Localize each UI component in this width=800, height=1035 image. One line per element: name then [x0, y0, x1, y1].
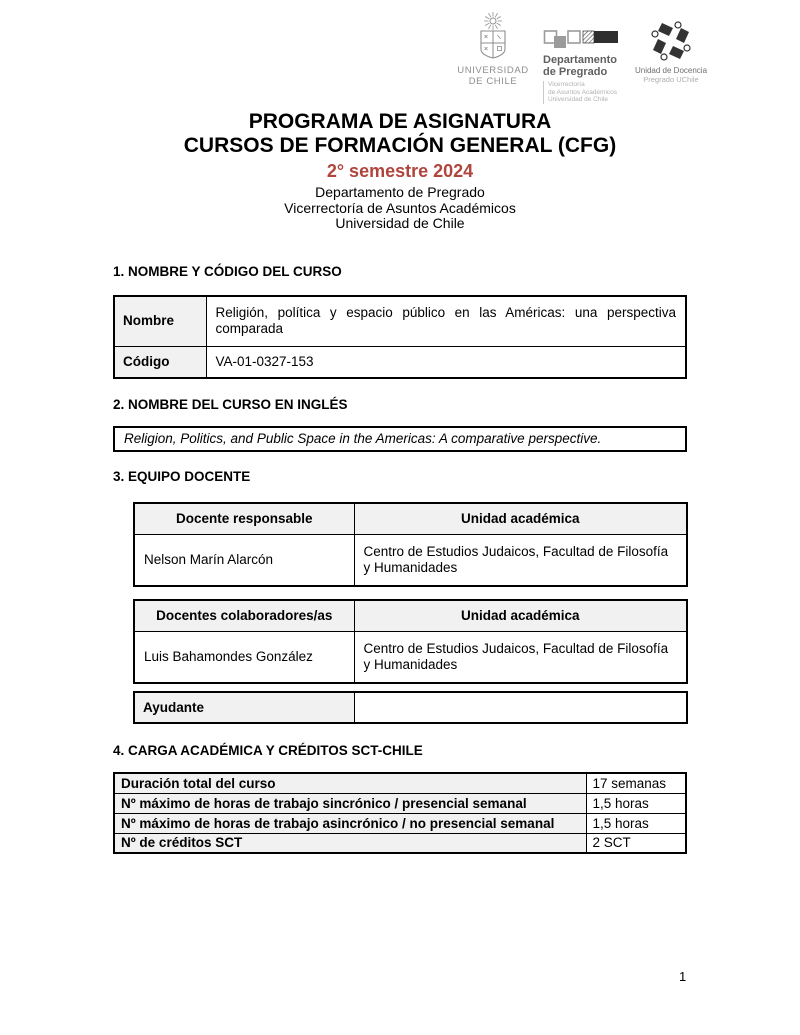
docencia-pinwheel-icon — [648, 18, 694, 64]
pregrado-logo-title-line1: Departamento — [543, 54, 617, 66]
table-row — [114, 296, 686, 346]
subtitle-vicerrectoria: Vicerrectoría de Asuntos Académicos — [284, 199, 516, 216]
table-row — [114, 793, 686, 813]
table-row — [114, 427, 686, 451]
horas-asincronico-label: Nº máximo de horas de trabajo asincrónico / no presencial semanal — [114, 813, 586, 833]
ayudante-label: Ayudante — [134, 692, 354, 723]
docentes-colaboradores-table — [133, 599, 688, 684]
table-header-row — [134, 600, 687, 631]
section-1-heading: 1. NOMBRE Y CÓDIGO DEL CURSO — [113, 264, 342, 279]
creditos-sct-label: Nº de créditos SCT — [114, 833, 586, 853]
pregrado-logo-sub-line1: Vicerrectoría — [548, 81, 585, 88]
responsable-col1-header: Docente responsable — [134, 503, 354, 534]
table-row — [114, 773, 686, 793]
logo-universidad-de-chile — [452, 12, 534, 87]
creditos-sct-value: 2 SCT — [586, 833, 686, 853]
ayudante-value — [354, 692, 687, 723]
logo-departamento-pregrado — [543, 29, 623, 104]
colaborador-name: Luis Bahamondes González — [134, 631, 354, 683]
semester-label: 2° semestre 2024 — [326, 161, 474, 181]
section-3-heading: 3. EQUIPO DOCENTE — [113, 469, 251, 484]
pregrado-logo-sub-line3: Universidad de Chile — [548, 96, 608, 103]
carga-academica-table — [113, 772, 687, 854]
course-name-code-table — [113, 295, 687, 379]
header-logos — [452, 12, 710, 104]
logo-unidad-docencia — [632, 18, 710, 84]
colaborador-unit: Centro de Estudios Judaicos, Facultad de Filosofía y Humanidades — [354, 631, 687, 683]
document-title-line2: CURSOS DE FORMACIÓN GENERAL (CFG) — [183, 134, 617, 157]
table-header-row — [134, 503, 687, 534]
pregrado-squares-icon — [543, 29, 619, 51]
responsable-col2-header: Unidad académica — [354, 503, 687, 534]
subtitle-departamento: Departamento de Pregrado — [315, 184, 485, 200]
table-row — [134, 534, 687, 586]
subtitle-universidad: Universidad de Chile — [335, 215, 465, 231]
responsable-unit: Centro de Estudios Judaicos, Facultad de Filosofía y Humanidades — [354, 534, 687, 586]
document-title-line1: PROGRAMA DE ASIGNATURA — [248, 110, 552, 133]
title-block — [0, 110, 800, 232]
section-4-heading: 4. CARGA ACADÉMICA Y CRÉDITOS SCT-CHILE — [113, 743, 423, 758]
page-number: 1 — [679, 969, 687, 984]
course-name-label: Nombre — [114, 296, 206, 346]
uchile-logo-text-line1: UNIVERSIDAD — [457, 65, 529, 76]
docencia-logo-text-line2: Pregrado UChile — [643, 75, 699, 84]
table-row — [134, 692, 687, 723]
colaboradores-col1-header: Docentes colaboradores/as — [134, 600, 354, 631]
table-row — [114, 813, 686, 833]
course-name-value: Religión, política y espacio público en las Américas: una perspectiva comparada — [206, 296, 686, 346]
english-course-name: Religion, Politics, and Public Space in the Americas: A comparative perspective. — [114, 427, 686, 451]
horas-sincronico-label: Nº máximo de horas de trabajo sincrónico / presencial semanal — [114, 793, 586, 813]
course-code-value: VA-01-0327-153 — [206, 346, 686, 378]
docente-responsable-table — [133, 502, 688, 587]
course-code-label: Código — [114, 346, 206, 378]
pregrado-logo-title-line2: de Pregrado — [543, 66, 608, 78]
table-row — [134, 631, 687, 683]
section-2-heading: 2. NOMBRE DEL CURSO EN INGLÉS — [113, 397, 348, 412]
uchile-crest-icon — [471, 12, 515, 64]
docencia-logo-text-line1: Unidad de Docencia — [634, 66, 708, 75]
ayudante-table — [133, 691, 688, 724]
colaboradores-col2-header: Unidad académica — [354, 600, 687, 631]
table-row — [114, 833, 686, 853]
horas-sincronico-value: 1,5 horas — [586, 793, 686, 813]
duracion-label: Duración total del curso — [114, 773, 586, 793]
responsable-name: Nelson Marín Alarcón — [134, 534, 354, 586]
english-name-table — [113, 426, 687, 452]
horas-asincronico-value: 1,5 horas — [586, 813, 686, 833]
table-row — [114, 346, 686, 378]
uchile-logo-text-line2: DE CHILE — [468, 76, 518, 87]
pregrado-logo-sub-line2: de Asuntos Académicos — [548, 88, 618, 96]
duracion-value: 17 semanas — [586, 773, 686, 793]
